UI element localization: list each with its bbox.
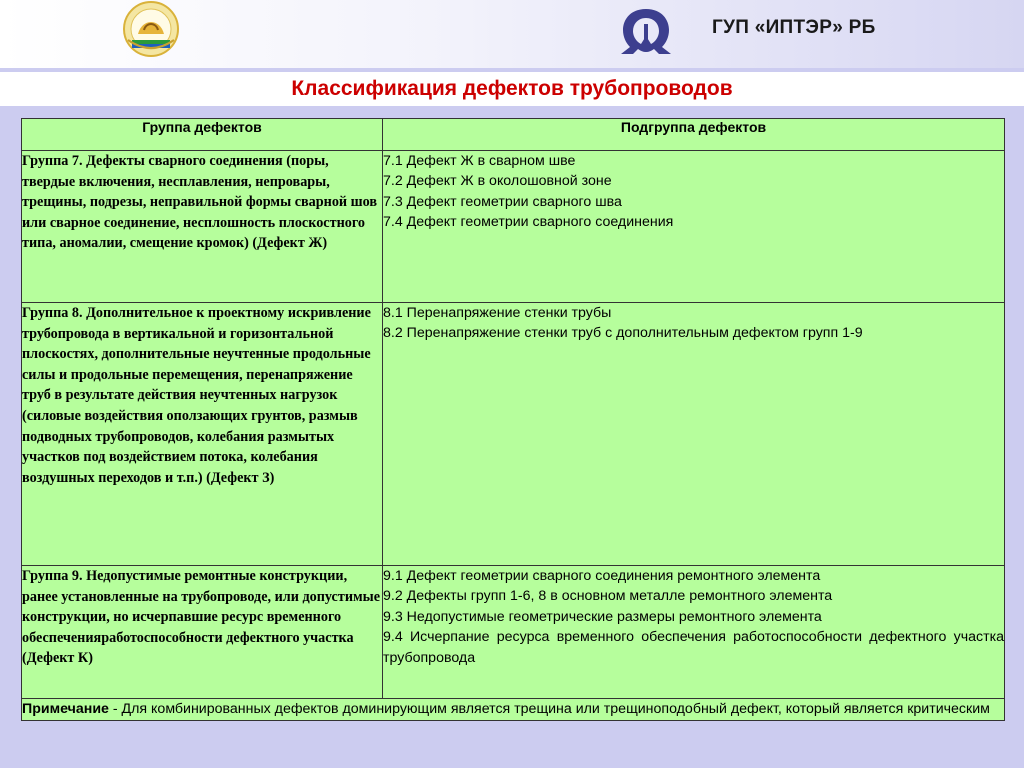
subgroup-item: 8.1 Перенапряжение стенки трубы — [383, 305, 612, 321]
column-header-group: Группа дефектов — [22, 119, 383, 151]
subgroup-item: 7.4 Дефект геометрии сварного соединения — [383, 214, 674, 231]
note-label: Примечание — [22, 701, 109, 717]
table-row — [22, 566, 1005, 699]
column-header-subgroup: Подгруппа дефектов — [383, 119, 1005, 151]
bashkortostan-emblem-icon — [122, 0, 180, 58]
group-cell-8: Группа 8. Дополнительное к проектному искривление трубопровода в вертикальной и горизонтальной плоскостях, дополнительные неучтенные продольные силы и продольные перемещения, перенапряжение труб в результате действия неучтенных нагрузок (силовые воздействия оползающих грунтов, размыв подводных трубопроводов, колебания размытых участков под воздействием потока, колебания воздушных переходов и т.п.) (Дефект З) — [22, 303, 383, 566]
note-cell — [22, 699, 1005, 721]
title-band — [0, 72, 1024, 106]
slide-title: Классификация дефектов трубопроводов — [291, 77, 733, 100]
subgroup-item: 9.3 Недопустимые геометрические размеры ремонтного элемента — [383, 608, 822, 625]
table-row — [22, 151, 1005, 303]
subgroup-cell-8 — [383, 303, 1005, 566]
organization-name: ГУП «ИПТЭР» РБ — [712, 17, 876, 38]
note-row — [22, 699, 1005, 721]
subgroup-item: 7.3 Дефект геометрии сварного шва — [383, 193, 622, 210]
note-text: - Для комбинированных дефектов доминирующим является трещина или трещиноподобный дефект, который является критическим — [108, 701, 990, 717]
subgroup-cell-7 — [383, 151, 1005, 303]
subgroup-item: 7.1 Дефект Ж в сварном шве — [383, 153, 576, 169]
subgroup-item: 9.4 Исчерпание ресурса временного обеспечения работоспособности дефектного участка трубопровода — [383, 629, 1004, 666]
defects-table — [21, 118, 1005, 721]
header-bar — [0, 0, 1024, 68]
iptr-logo-icon — [614, 6, 678, 56]
subgroup-item: 8.2 Перенапряжение стенки труб с дополнительным дефектом групп 1-9 — [383, 325, 863, 342]
subgroup-item: 9.2 Дефекты групп 1-6, 8 в основном металле ремонтного элемента — [383, 588, 833, 605]
table-header-row — [22, 119, 1005, 151]
subgroup-cell-9 — [383, 566, 1005, 699]
subgroup-item: 9.1 Дефект геометрии сварного соединения ремонтного элемента — [383, 568, 821, 584]
group-cell-9: Группа 9. Недопустимые ремонтные конструкции, ранее установленные на трубопроводе, или допустимые конструкции, но исчерпавшие ресурс временного обеспеченияработоспособности дефектного участка (Дефект К) — [22, 566, 383, 699]
subgroup-item: 7.2 Дефект Ж в околошовной зоне — [383, 173, 612, 190]
group-cell-7: Группа 7. Дефекты сварного соединения (поры, твердые включения, несплавления, непровары, трещины, подрезы, неправильной формы сварной шов или сварное соединение, несплошность плоскостного типа, аномалии, смещение кромок) (Дефект Ж) — [22, 151, 383, 303]
table-row — [22, 303, 1005, 566]
